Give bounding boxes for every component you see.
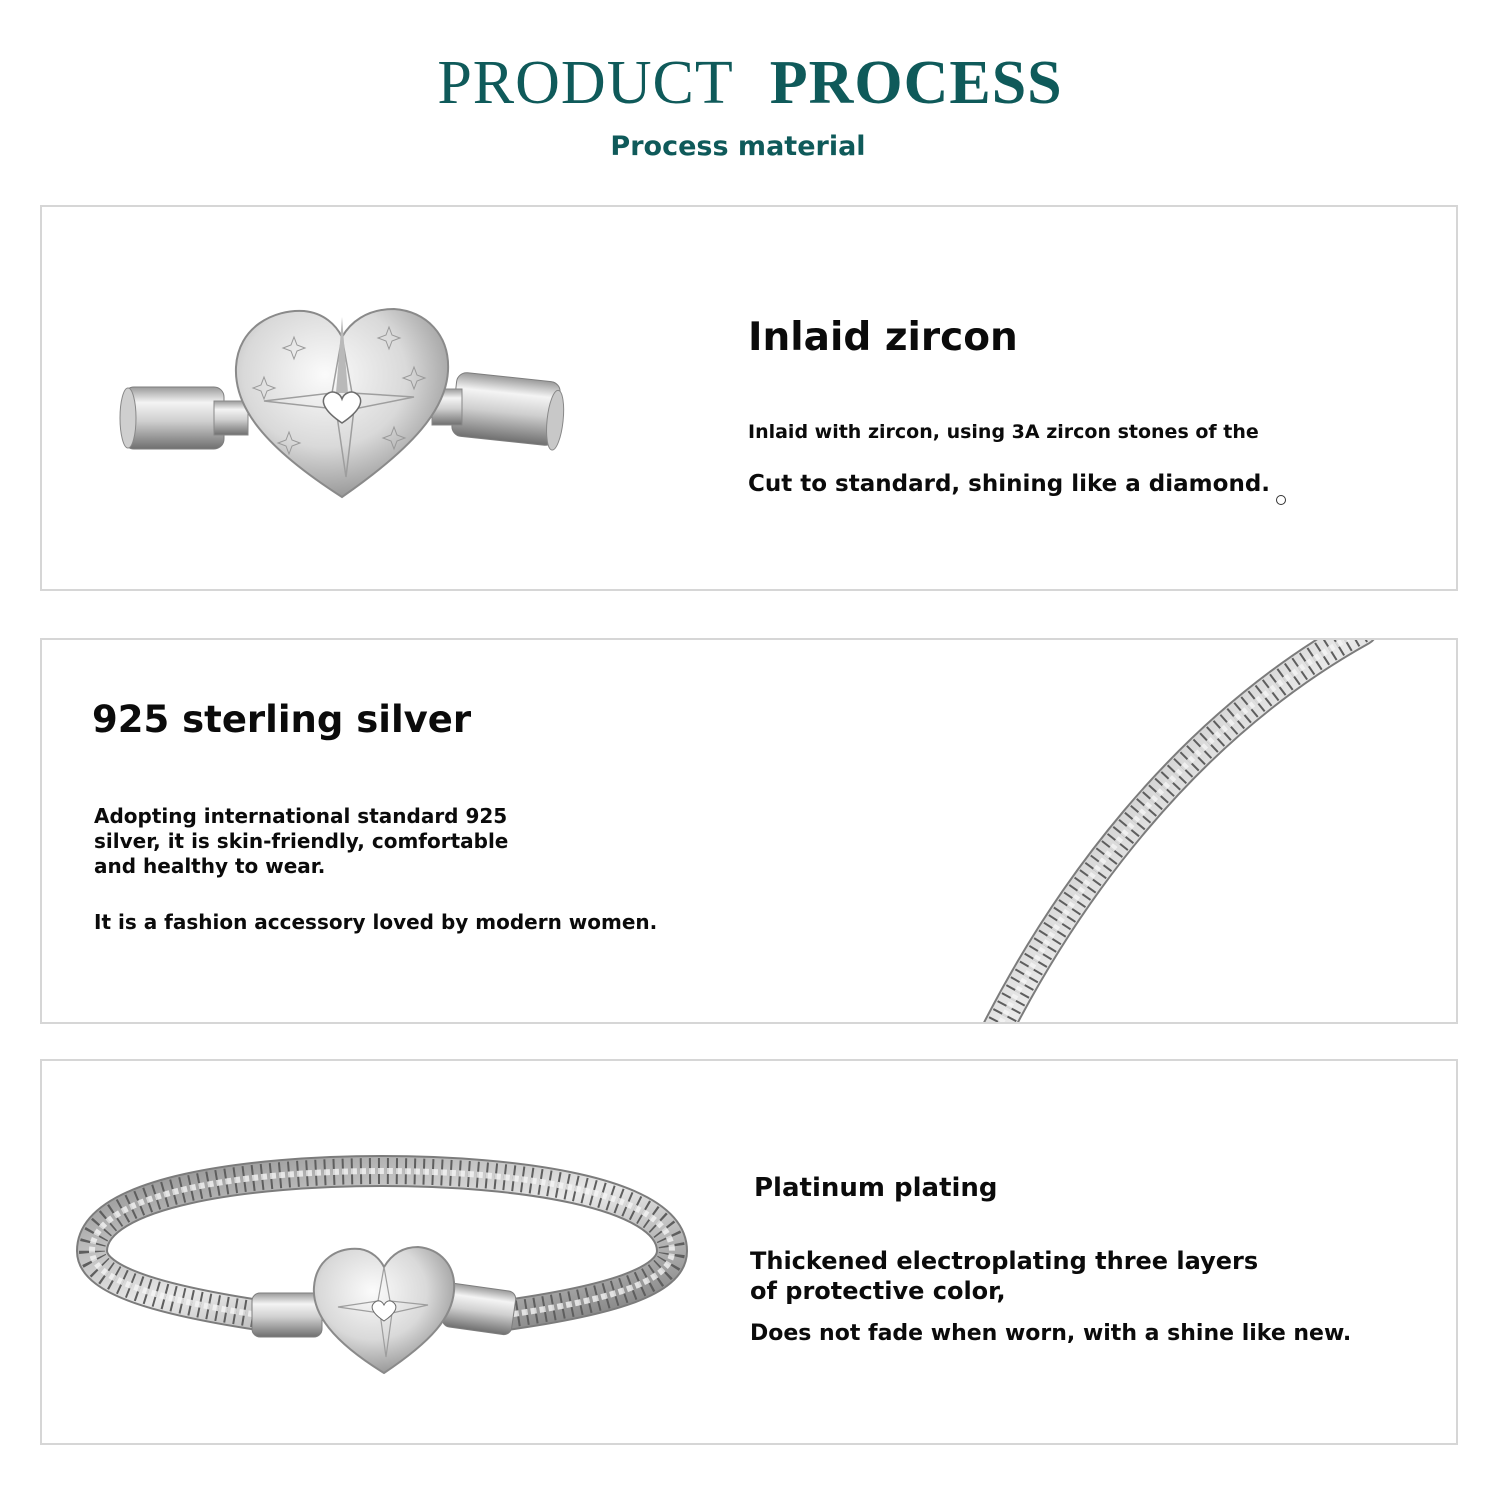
title-bold: PROCESS <box>769 49 1063 117</box>
section-platinum-plating <box>40 1059 1458 1445</box>
section-heading: Inlaid zircon <box>748 315 1018 360</box>
snake-chain-image <box>942 640 1402 1024</box>
section-heading: Platinum plating <box>754 1173 998 1203</box>
section-line: and healthy to wear. <box>94 854 326 878</box>
section-line: Adopting international standard 925 <box>94 804 508 828</box>
decorative-dot <box>1276 495 1286 505</box>
section-sterling-silver <box>40 638 1458 1024</box>
section-line: Inlaid with zircon, using 3A zircon stones of the <box>748 421 1259 443</box>
section-line: Cut to standard, shining like a diamond. <box>748 471 1271 497</box>
section-line: of protective color, <box>750 1277 1006 1305</box>
bracelet-image <box>72 1151 692 1391</box>
section-line: silver, it is skin-friendly, comfortable <box>94 829 509 853</box>
section-line: It is a fashion accessory loved by modern women. <box>94 910 658 934</box>
section-line: Does not fade when worn, with a shine like new. <box>750 1321 1352 1346</box>
section-line: Thickened electroplating three layers <box>750 1247 1259 1275</box>
page-subtitle: Process material <box>610 131 866 162</box>
section-inlaid-zircon <box>40 205 1458 591</box>
header <box>0 0 1500 200</box>
section-heading: 925 sterling silver <box>92 698 472 741</box>
heart-clasp-image <box>114 297 574 517</box>
title-light: PRODUCT <box>437 49 734 117</box>
page-title <box>0 48 1500 119</box>
